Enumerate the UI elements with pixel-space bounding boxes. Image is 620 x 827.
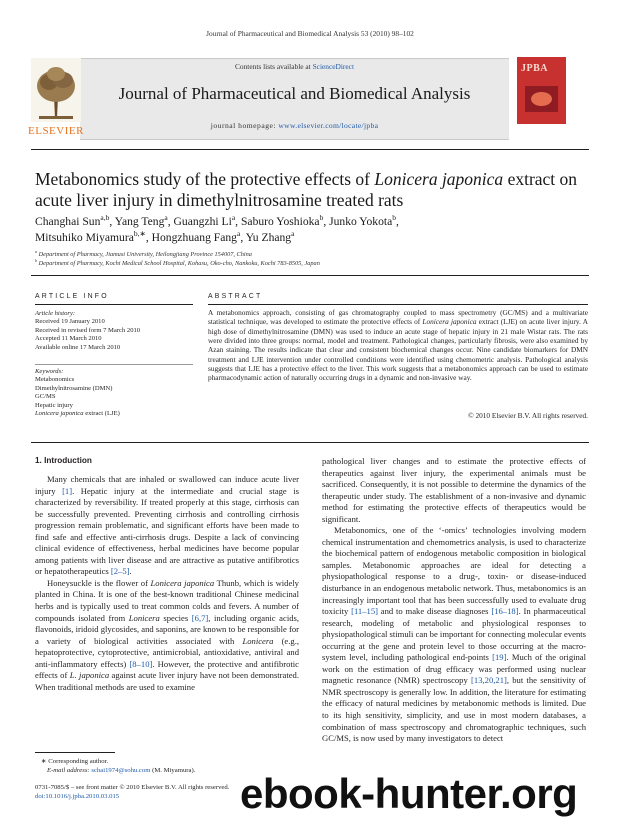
citation-link[interactable]: [19] bbox=[492, 652, 507, 663]
homepage-link[interactable]: www.elsevier.com/locate/jpba bbox=[278, 121, 379, 130]
affiliation-b: $^b$ Department of Pharmacy, Kochi Medical School Hospital, Kohasu, Oko-cho, Nankoku, Kochi 783-8505, Japan bbox=[35, 257, 320, 267]
author: Hongzhuang Fang$^a$, bbox=[151, 229, 246, 244]
author-list bbox=[35, 214, 595, 246]
title-part: extract on acute liver injury in dimethylnitrosamine treated rats bbox=[35, 169, 578, 210]
author: Yu Zhang$^a$ bbox=[245, 229, 295, 244]
footnote: ∗ Corresponding author. E-mail address: schai1974@sohu.com (M. Miyamura). bbox=[41, 758, 196, 774]
title-italic: Lonicera japonica bbox=[374, 169, 504, 189]
abstract-text: A metabonomics approach, consisting of gas chromatography coupled to mass spectrometry (GC/MS) and a multivariate statistical technique, was developed to estimate the protective effects of Lonicera japonica extract (LJE) on acute liver injury. A high dose of dimethylnitrosamine (DMN) was used to induce an acute stage of hepatic injury in 21 male Wistar rats. The rats were divided into three groups: normal, model and treatment. Pathological changes, particularly fibrosis, were also examined by Azan staining. The results indicate that clear and consistent biochemical changes occur. Nine candidate biomarkers for DMN treatment and LJE intervention under controlled conditions were identified using chemometric analysis. Pathological analysis suggests that LJE has a protective effect to the liver. This work suggests that a metabonomics approach can be used to estimate pharmacodynamic action of naturally occurring drugs in a dynamic and non-invasive way. bbox=[208, 308, 588, 383]
cover-image-detail bbox=[531, 92, 552, 106]
citation-link[interactable]: [1] bbox=[62, 485, 73, 496]
body-left-column bbox=[35, 474, 299, 693]
paragraph: Many chemicals that are inhaled or swallowed can induce acute liver injury [1]. Hepatic injury at the intermediate and crucial stage is characterized by reversibility. If treated properly at this stage, cirrhosis can be successfully prevented. Preventing cirrhosis and controlling cirrhosis progression remain problematic, and significant efforts have been made to find safe and effective anti-cirrhosis drugs. Despite a lack of convincing clinical evidence of effectiveness, herbal medicines have become popular among patients with liver disease and are attractive as putative antifibrotics or hepatotherapeutics [2–5]. bbox=[35, 474, 299, 577]
homepage-prefix: journal homepage: bbox=[210, 121, 279, 130]
author: Changhai Sun$^{a,b}$, bbox=[35, 213, 115, 228]
abstract-rule bbox=[31, 442, 589, 443]
keyword: Hepatic injury bbox=[35, 401, 73, 409]
keywords bbox=[35, 368, 193, 418]
author: Junko Yokota$^b$, bbox=[329, 213, 399, 228]
citation-link[interactable]: [8–10] bbox=[129, 658, 153, 669]
copyright: © 2010 Elsevier B.V. All rights reserved. bbox=[468, 411, 588, 420]
watermark: ebook-hunter.org bbox=[240, 770, 578, 817]
author: Saburo Yoshioka$^b$, bbox=[240, 213, 330, 228]
abstract-heading: ABSTRACT bbox=[208, 293, 263, 300]
paragraph: Metabonomics, one of the ‘-omics’ technologies involving modern chemical instrumentation and chemometrics analysis, is used to characterize the biochemical pattern of endogenous metabolic composition in biological samples. Metabonomic approaches are ideal for detecting a physiopathological response to a drug-, toxin- or disease-induced disturbance in an endogenous metabolic network. Thus, metabonomics is an increasingly important tool that has been successfully used to evaluate drug toxicity [11–15] and to make disease diagnoses [16–18]. In pharmaceutical research, modeling of metabolic and physiological responses to physiopathological stimuli can be important for connecting molecular events occurring at the gene and protein level to those occurring at the macro-system level, including pathological end-points [19]. Much of the original work on the estimation of drug efficacy was performed using nuclear magnetic resonance (NMR) spectroscopy [13,20,21], but the sensitivity of NMR spectroscopy is generally low. In addition, the literature for estimating the efficacy of natural medicines by metabonomic methods is limited. Due to its high sensitivity, simplicity, and use in most modern databases, a combination of mass spectroscopy and chromatographic techniques, such GC/MS, is now used by many investigators to detect bbox=[322, 525, 587, 744]
article-history bbox=[35, 310, 193, 352]
journal-name: Journal of Pharmaceutical and Biomedical Analysis bbox=[118, 84, 471, 103]
citation-link[interactable]: [16–18] bbox=[491, 606, 519, 617]
citation-link[interactable]: [13,20,21] bbox=[471, 675, 507, 686]
issn-line: 0731-7085/$ – see front matter © 2010 Elsevier B.V. All rights reserved. bbox=[35, 784, 230, 791]
affiliation-a: $^a$ Department of Pharmacy, Jiamusi University, Heilongjiang Province 154007, China bbox=[35, 248, 252, 258]
affiliation-rule bbox=[31, 275, 589, 276]
author: Guangzhi Li$^a$, bbox=[173, 213, 241, 228]
paragraph: pathological liver changes and to estimate the protective effects of therapeutics against liver injury, the experimental animals must be sacrificed. Consequently, it is not possible to determine the dynamics of the therapeutic under study. The establishment of a non-invasive and dynamic method for estimating the protective effects of therapeutics would be significant. bbox=[322, 456, 586, 524]
header-rule bbox=[31, 149, 589, 150]
contents-line bbox=[80, 62, 509, 71]
history-item: Received in revised form 7 March 2010 bbox=[35, 326, 141, 334]
author: Mitsuhiko Miyamura$^{b,∗}$, bbox=[35, 229, 152, 244]
running-head: Journal of Pharmaceutical and Biomedical Analysis 53 (2010) 98–102 bbox=[206, 29, 414, 38]
article-info-rule bbox=[35, 304, 193, 305]
history-item: Received 19 January 2010 bbox=[35, 318, 105, 326]
citation-link[interactable]: [11–15] bbox=[351, 606, 378, 617]
citation-link[interactable]: [6,7] bbox=[191, 612, 209, 623]
keyword: Metabonomics bbox=[35, 376, 75, 384]
keywords-rule bbox=[35, 364, 193, 365]
keyword: Lonicera japonica extract (LJE) bbox=[35, 410, 120, 418]
article-title bbox=[35, 169, 595, 211]
body-right-column bbox=[322, 456, 586, 745]
citation-link[interactable]: [2–5] bbox=[110, 566, 130, 577]
history-label: Article history: bbox=[35, 310, 76, 317]
keywords-label: Keywords: bbox=[35, 368, 64, 375]
article-info-heading: ARTICLE INFO bbox=[35, 293, 109, 300]
sciencedirect-link[interactable]: ScienceDirect bbox=[312, 62, 355, 71]
paragraph: Honeysuckle is the flower of Lonicera japonica Thunb, which is widely planted in China. It is one of the best-known traditional Chinese medicinal herbs and is typically used to treat common colds and fevers. A number of compounds isolated from Lonicera species [6,7], including organic acids, flavonoids, iridoid glycosides, and saponins, are known to be responsible for a variety of biological activities associated with Lonicera (e.g., hepatoprotective, cytoprotective, antimicrobial, antioxidative, antiviral and anti-inflammatory effects) [8–10]. However, the protective and antifibrotic effects of L. japonica against acute liver injury have not been demonstrated. When traditional methods are used to examine bbox=[35, 577, 300, 692]
elsevier-wordmark: ELSEVIER bbox=[28, 125, 84, 137]
abstract-heading-rule bbox=[208, 304, 588, 305]
email-link[interactable]: schai1974@sohu.com bbox=[91, 766, 151, 774]
history-item: Accepted 11 March 2010 bbox=[35, 335, 102, 343]
author: Yang Teng$^a$, bbox=[114, 213, 174, 228]
contents-prefix: Contents lists available at bbox=[234, 62, 313, 71]
history-item: Available online 17 March 2010 bbox=[35, 343, 121, 351]
footnote-rule bbox=[35, 752, 115, 753]
keyword: GC/MS bbox=[35, 393, 56, 401]
doi-link[interactable]: doi:10.1016/j.jpba.2010.03.015 bbox=[35, 793, 120, 800]
journal-homepage bbox=[80, 121, 509, 130]
title-part: Metabonomics study of the protective effects of bbox=[35, 169, 375, 189]
cover-title: JPBA bbox=[521, 63, 548, 74]
keyword: Dimethylnitrosamine (DMN) bbox=[35, 384, 113, 392]
section-heading-introduction: 1. Introduction bbox=[35, 456, 92, 465]
